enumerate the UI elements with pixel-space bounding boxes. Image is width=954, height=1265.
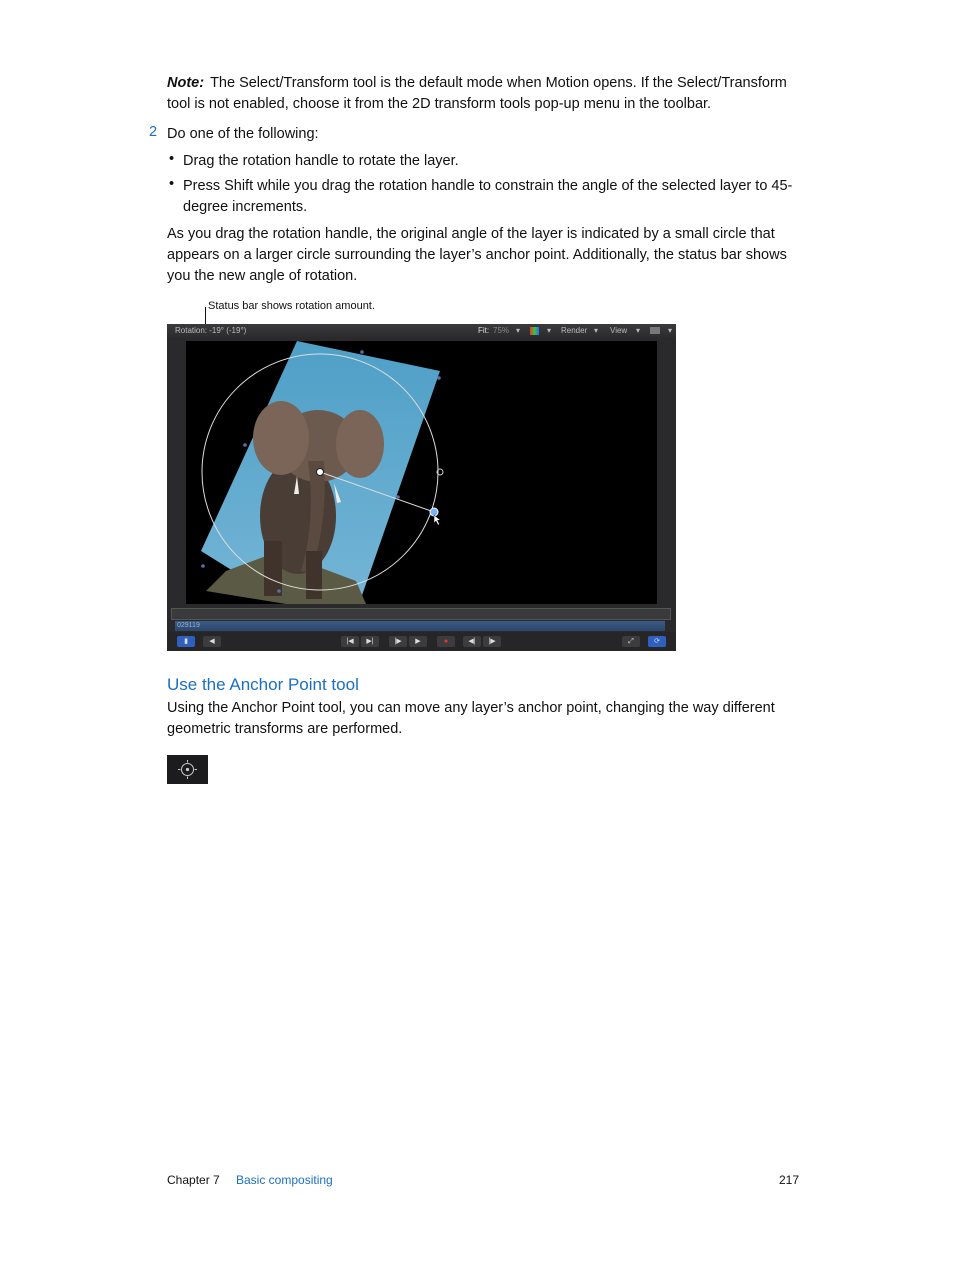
corner-handle[interactable] bbox=[243, 443, 247, 447]
bullet-dot: • bbox=[169, 151, 175, 167]
step-text: Do one of the following: bbox=[167, 126, 319, 142]
corner-handle[interactable] bbox=[201, 564, 205, 568]
step-number: 2 bbox=[149, 124, 158, 140]
layout-menu-icon[interactable] bbox=[650, 327, 660, 334]
corner-handle[interactable] bbox=[396, 495, 400, 499]
anchor-point-tool-icon bbox=[167, 755, 208, 784]
render-menu[interactable]: Render bbox=[561, 326, 588, 335]
note-paragraph bbox=[167, 73, 799, 115]
motion-canvas-screenshot bbox=[167, 324, 676, 651]
corner-handle[interactable] bbox=[277, 589, 281, 593]
canvas-status-bar bbox=[167, 324, 676, 338]
corner-handle[interactable] bbox=[437, 376, 441, 380]
play-from-start-button[interactable]: |▶ bbox=[389, 636, 407, 647]
timecode-bar[interactable]: 029119 bbox=[175, 621, 665, 631]
next-frame-button[interactable]: |▶ bbox=[483, 636, 501, 647]
chevron-down-icon: ▾ bbox=[636, 326, 641, 335]
rotated-elephant-layer bbox=[186, 341, 657, 604]
play-button[interactable]: ▶ bbox=[409, 636, 427, 647]
view-menu[interactable]: View bbox=[610, 326, 628, 335]
page-number: 217 bbox=[779, 1173, 800, 1187]
cursor-icon bbox=[434, 515, 441, 525]
bullet-item: Press Shift while you drag the rotation handle to constrain the angle of the selected layer to 45-degree increments. bbox=[183, 178, 793, 215]
transport-controls bbox=[167, 632, 676, 651]
note-label: Note: bbox=[167, 75, 205, 91]
fit-value[interactable]: 75% bbox=[493, 326, 510, 335]
section-heading: Use the Anchor Point tool bbox=[167, 675, 359, 694]
full-screen-button[interactable]: ⤢ bbox=[622, 636, 640, 647]
audio-mute-button[interactable]: ◀ bbox=[203, 636, 221, 647]
anchor-point-icon bbox=[167, 755, 208, 784]
loop-button[interactable]: ⟳ bbox=[648, 636, 666, 647]
mini-timeline[interactable] bbox=[171, 608, 671, 620]
previous-frame-button[interactable]: ◀| bbox=[463, 636, 481, 647]
chevron-down-icon: ▾ bbox=[594, 326, 599, 335]
section-body: Using the Anchor Point tool, you can move any layer’s anchor point, changing the way different geometric transforms are performed. bbox=[167, 700, 775, 737]
timecode-toggle-button[interactable]: ▮ bbox=[177, 636, 195, 647]
chevron-down-icon: ▾ bbox=[668, 326, 673, 335]
footer-chapter: Chapter 7 bbox=[167, 1173, 220, 1187]
corner-handle[interactable] bbox=[360, 350, 364, 354]
footer-chapter-title[interactable]: Basic compositing bbox=[236, 1173, 333, 1187]
figure-callout: Status bar shows rotation amount. bbox=[208, 300, 375, 312]
color-channels-icon[interactable] bbox=[530, 327, 539, 335]
go-to-end-button[interactable]: ▶| bbox=[361, 636, 379, 647]
chevron-down-icon: ▾ bbox=[547, 326, 552, 335]
rotation-status: Rotation: -19° (-19°) bbox=[175, 326, 247, 335]
chevron-down-icon: ▾ bbox=[516, 326, 521, 335]
bullet-item: Drag the rotation handle to rotate the layer. bbox=[183, 153, 459, 169]
record-button[interactable]: ● bbox=[437, 636, 455, 647]
go-to-start-button[interactable]: |◀ bbox=[341, 636, 359, 647]
body-paragraph: As you drag the rotation handle, the original angle of the layer is indicated by a small circle that appears on a larger circle surrounding the layer’s anchor point. Additionally, the status bar shows you the new angle of rotation. bbox=[167, 226, 787, 284]
bullet-dot: • bbox=[169, 176, 175, 192]
fit-label: Fit: bbox=[478, 326, 490, 335]
note-text: The Select/Transform tool is the default mode when Motion opens. If the Select/Transform tool is not enabled, choose it from the 2D transform tools pop-up menu in the toolbar. bbox=[167, 75, 787, 112]
canvas-viewport[interactable] bbox=[186, 341, 657, 604]
anchor-point-handle[interactable] bbox=[317, 469, 324, 476]
